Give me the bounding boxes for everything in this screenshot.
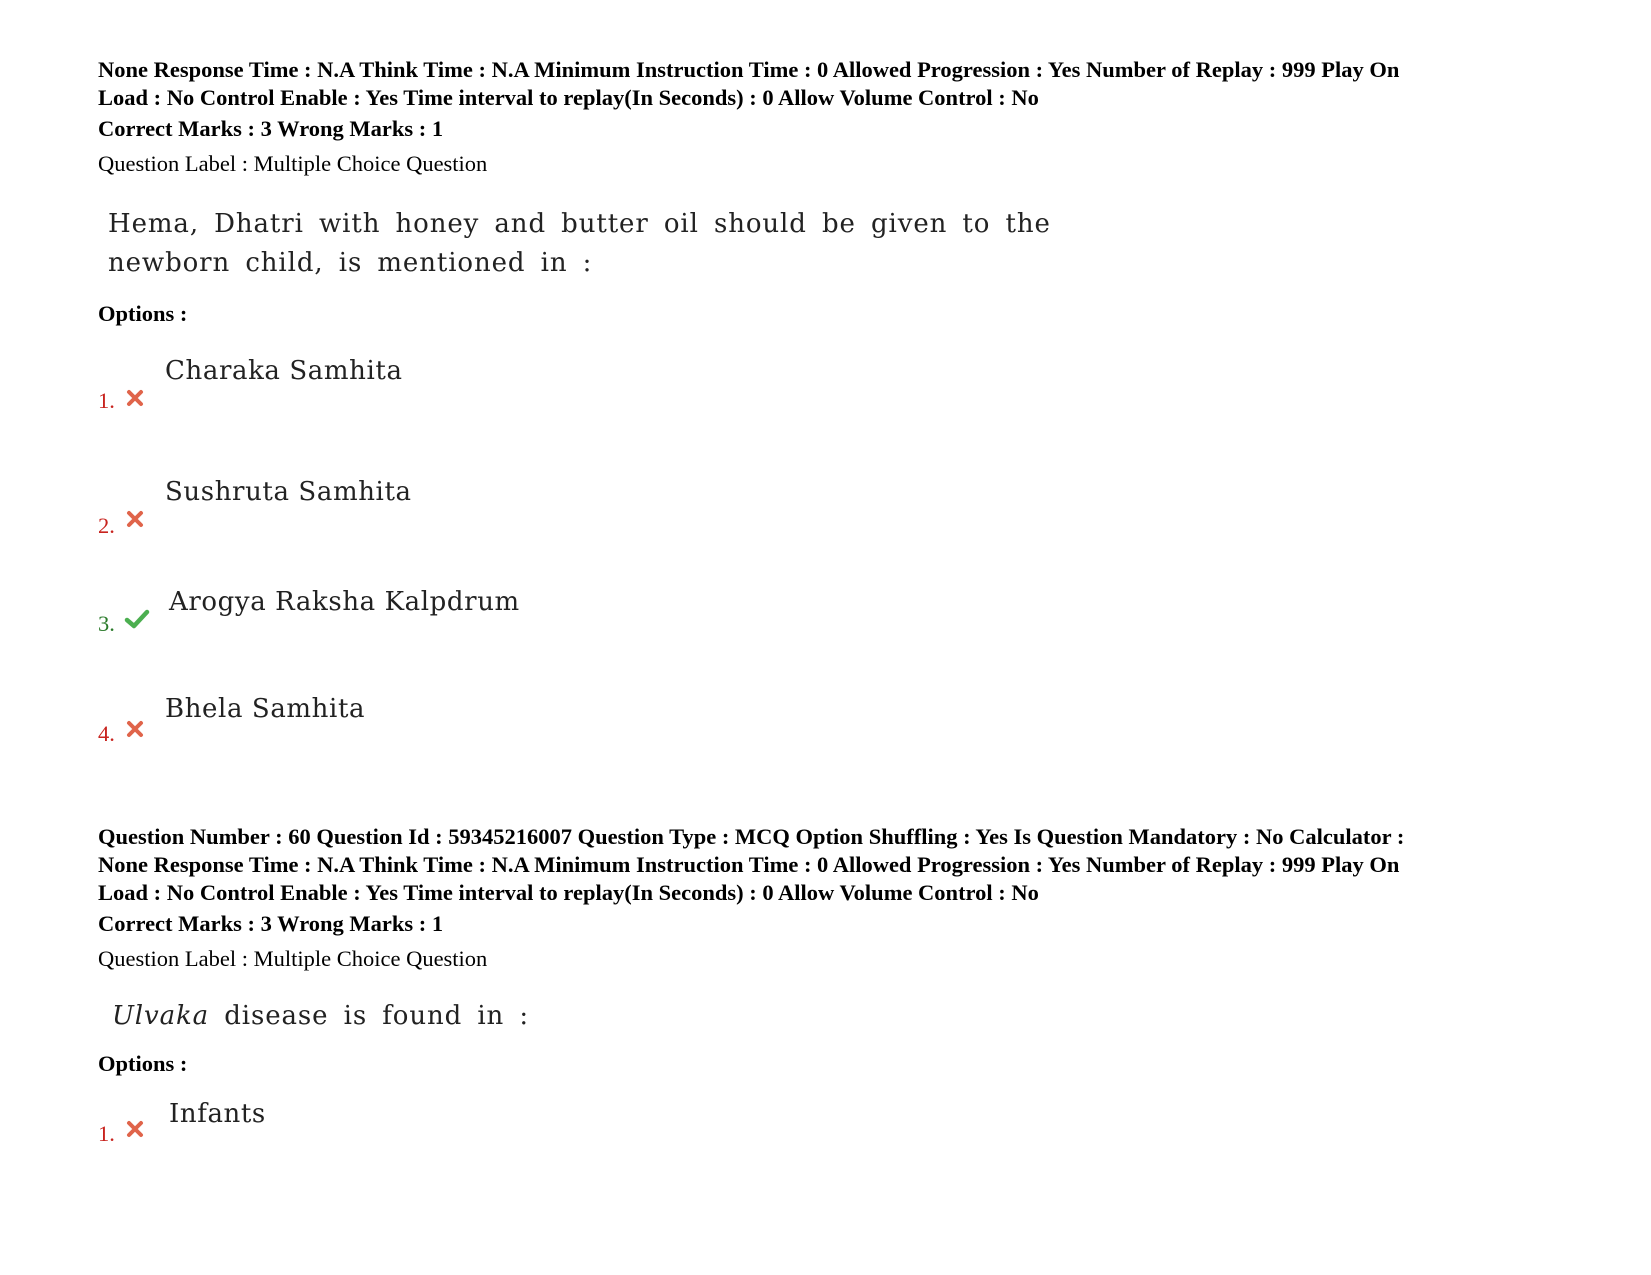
option-number: 4. xyxy=(98,721,115,746)
question-line: newborn child, is mentioned in : xyxy=(108,248,593,278)
option-text: Charaka Samhita xyxy=(165,356,403,386)
meta-line: Question Number : 60 Question Id : 59345216007 Question Type : MCQ Option Shuffling : Yes Is Question Mandatory : No Calculator : xyxy=(98,824,1405,849)
option-number: 3. xyxy=(98,611,115,636)
q60-marks xyxy=(98,910,1563,938)
options-heading: Options : xyxy=(98,301,188,326)
question-label: Question Label : Multiple Choice Question xyxy=(98,151,488,176)
q59-meta xyxy=(98,56,1563,112)
question-line xyxy=(98,997,1563,1036)
option-number: 2. xyxy=(98,513,115,538)
option-number: 1. xyxy=(98,388,115,413)
q59-marks xyxy=(98,115,1563,143)
question-italic-term: Ulvaka xyxy=(112,1001,210,1031)
option-item xyxy=(98,586,798,646)
cross-icon xyxy=(124,387,146,409)
options-heading: Options : xyxy=(98,1051,188,1076)
marks-line: Correct Marks : 3 Wrong Marks : 1 xyxy=(98,911,444,936)
option-item xyxy=(98,355,798,415)
q59-options-title xyxy=(98,300,1563,328)
option-text: Infants xyxy=(169,1099,266,1129)
q60-options-title xyxy=(98,1050,1563,1078)
option-item xyxy=(98,476,798,536)
option-item xyxy=(98,693,798,753)
option-text: Bhela Samhita xyxy=(165,694,366,724)
cross-icon xyxy=(124,1118,146,1140)
option-item xyxy=(98,1098,798,1158)
marks-line: Correct Marks : 3 Wrong Marks : 1 xyxy=(98,116,444,141)
question-line: Hema, Dhatri with honey and butter oil should be given to the xyxy=(108,209,1051,239)
option-number: 1. xyxy=(98,1121,115,1146)
q59-label xyxy=(98,150,1563,178)
cross-icon xyxy=(124,718,146,740)
q60-question-text xyxy=(98,997,1563,1036)
meta-line: None Response Time : N.A Think Time : N.A Minimum Instruction Time : 0 Allowed Progression : Yes Number of Replay : 999 Play On xyxy=(98,852,1400,877)
question-label: Question Label : Multiple Choice Question xyxy=(98,946,488,971)
check-icon xyxy=(124,608,150,630)
q60-label xyxy=(98,945,1563,973)
option-text: Arogya Raksha Kalpdrum xyxy=(169,587,520,617)
question-rest: disease is found in : xyxy=(209,1001,530,1031)
meta-line: Load : No Control Enable : Yes Time interval to replay(In Seconds) : 0 Allow Volume Control : No xyxy=(98,880,1039,905)
option-text: Sushruta Samhita xyxy=(165,477,412,507)
q60-meta xyxy=(98,823,1563,907)
meta-line: None Response Time : N.A Think Time : N.A Minimum Instruction Time : 0 Allowed Progression : Yes Number of Replay : 999 Play On xyxy=(98,57,1400,82)
cross-icon xyxy=(124,508,146,530)
meta-line: Load : No Control Enable : Yes Time interval to replay(In Seconds) : 0 Allow Volume Control : No xyxy=(98,85,1039,110)
q59-question-text xyxy=(98,205,1563,283)
